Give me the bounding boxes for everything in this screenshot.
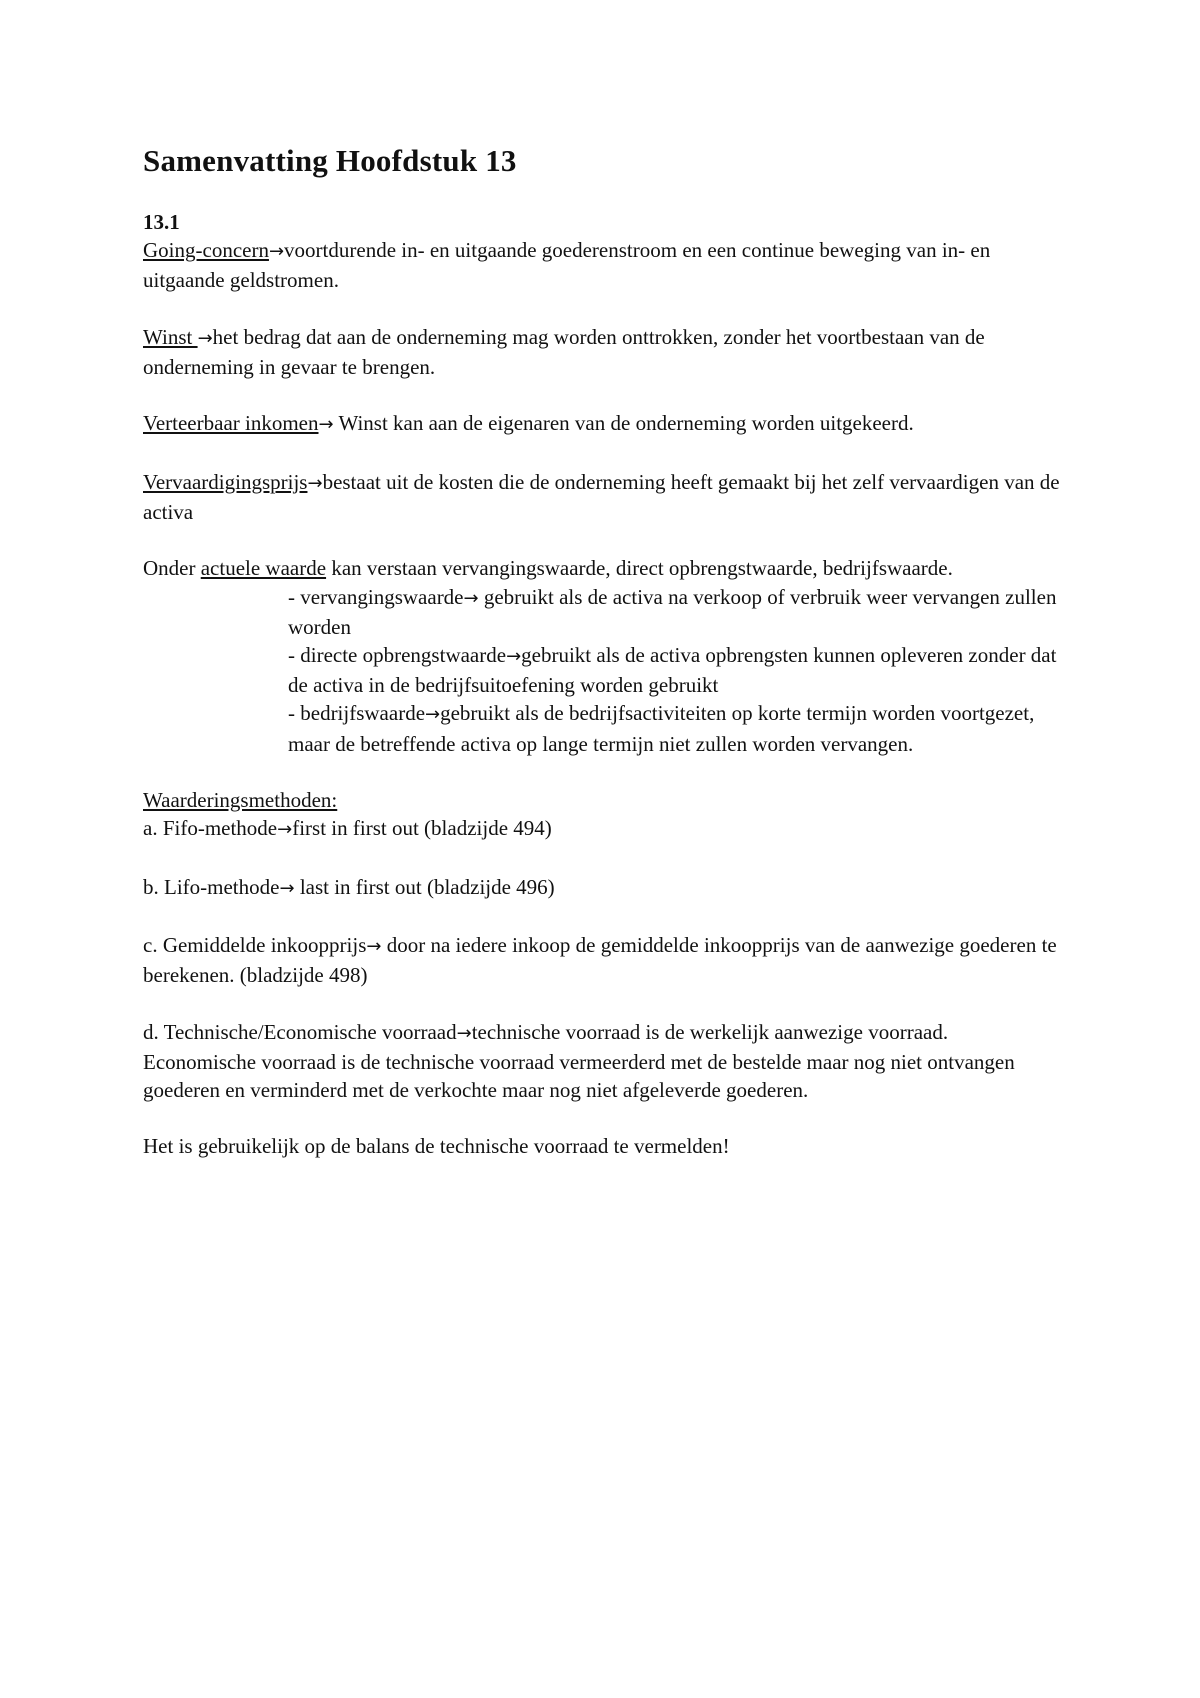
- waarderingsmethoden: [143, 786, 1063, 844]
- definition-verteerbaar-inkomen: [143, 409, 1063, 439]
- term-winst: Winst: [143, 324, 198, 349]
- term-actuele-waarde: actuele waarde: [200, 556, 327, 581]
- definition-text: bestaat uit de kosten die de onderneming heeft gemaakt bij het zelf vervaardigen van de activa: [143, 469, 1060, 524]
- arrow-icon: →: [463, 587, 479, 609]
- method-lifo: [143, 873, 1063, 903]
- intro-suffix: kan verstaan vervangingswaarde, direct opbrengstwaarde, bedrijfswaarde.: [326, 556, 953, 581]
- method-technische-economische-voorraad: [143, 1018, 1063, 1105]
- actuele-waarde-intro: [143, 554, 1063, 582]
- document-title: Samenvatting Hoofdstuk 13: [143, 143, 517, 178]
- list-item: [288, 583, 1063, 641]
- term-verteerbaar-inkomen: Verteerbaar inkomen: [143, 411, 319, 436]
- method-text: last in first out (bladzijde 496): [294, 874, 555, 899]
- arrow-icon: →: [279, 877, 295, 899]
- method-fifo: [143, 814, 1063, 844]
- arrow-icon: →: [307, 472, 323, 494]
- list-item: [288, 699, 1063, 757]
- list-item: [288, 641, 1063, 699]
- arrow-icon: →: [268, 241, 285, 263]
- arrow-icon: →: [277, 819, 293, 841]
- intro-prefix: Onder: [143, 556, 201, 581]
- arrow-icon: →: [318, 414, 334, 436]
- definition-vervaardigingsprijs: [143, 468, 1063, 526]
- method-label: a. Fifo-methode: [143, 816, 278, 841]
- definition-text: Winst kan aan de eigenaren van de onderneming worden uitgekeerd.: [333, 411, 914, 436]
- method-text: door na iedere inkoop de gemiddelde inkoopprijs van de aanwezige goederen te berekenen. (bladzijde 498): [143, 932, 1057, 988]
- closing-note: Het is gebruikelijk op de balans de technische voorraad te vermelden!: [143, 1134, 730, 1159]
- section-13-1: [143, 208, 1063, 295]
- arrow-icon: →: [425, 704, 441, 726]
- item-text: gebruikt als de activa opbrengsten kunnen opleveren zonder dat de activa in de bedrijfsuitoefening worden gebruikt: [288, 642, 1057, 698]
- arrow-icon: →: [197, 327, 213, 349]
- item-text: gebruikt als de activa na verkoop of verbruik weer vervangen zullen worden: [288, 584, 1057, 639]
- arrow-icon: →: [456, 1022, 472, 1044]
- definition-winst: [143, 323, 1063, 381]
- arrow-icon: →: [506, 645, 522, 667]
- method-text: first in first out (bladzijde 494): [292, 816, 552, 841]
- section-number: 13.1: [143, 210, 180, 234]
- method-label: d. Technische/Economische voorraad: [143, 1019, 457, 1044]
- definition-going-concern: [143, 236, 1063, 294]
- actuele-waarde-list: [288, 583, 1063, 758]
- item-label: - bedrijfswaarde: [288, 701, 426, 726]
- item-label: - directe opbrengstwaarde: [288, 642, 507, 667]
- document-body: [143, 208, 1063, 1189]
- methods-heading: Waarderingsmethoden:: [143, 787, 338, 812]
- definition-text: voortdurende in- en uitgaande goederenstroom en een continue beweging van in- en uitgaande geldstromen.: [143, 238, 991, 293]
- definition-text: het bedrag dat aan de onderneming mag worden onttrokken, zonder het voortbestaan van de onderneming in gevaar te brengen.: [143, 324, 985, 379]
- arrow-icon: →: [366, 935, 382, 957]
- term-vervaardigingsprijs: Vervaardigingsprijs: [143, 469, 308, 494]
- method-label: b. Lifo-methode: [143, 874, 280, 899]
- item-label: - vervangingswaarde: [288, 584, 464, 609]
- method-gemiddelde-inkoopprijs: [143, 931, 1063, 989]
- method-text: technische voorraad is de werkelijk aanwezige voorraad. Economische voorraad is de technische voorraad vermeerderd met de bestelde maar nog niet ontvangen goederen en verminderd met de verkochte maar nog niet afgeleverde goederen.: [143, 1019, 1015, 1102]
- item-text: gebruikt als de bedrijfsactiviteiten op korte termijn worden voortgezet, maar de betreffende activa op lange termijn niet zullen worden vervangen.: [288, 701, 1035, 756]
- method-label: c. Gemiddelde inkoopprijs: [143, 932, 367, 957]
- term-going-concern: Going-concern: [143, 238, 269, 263]
